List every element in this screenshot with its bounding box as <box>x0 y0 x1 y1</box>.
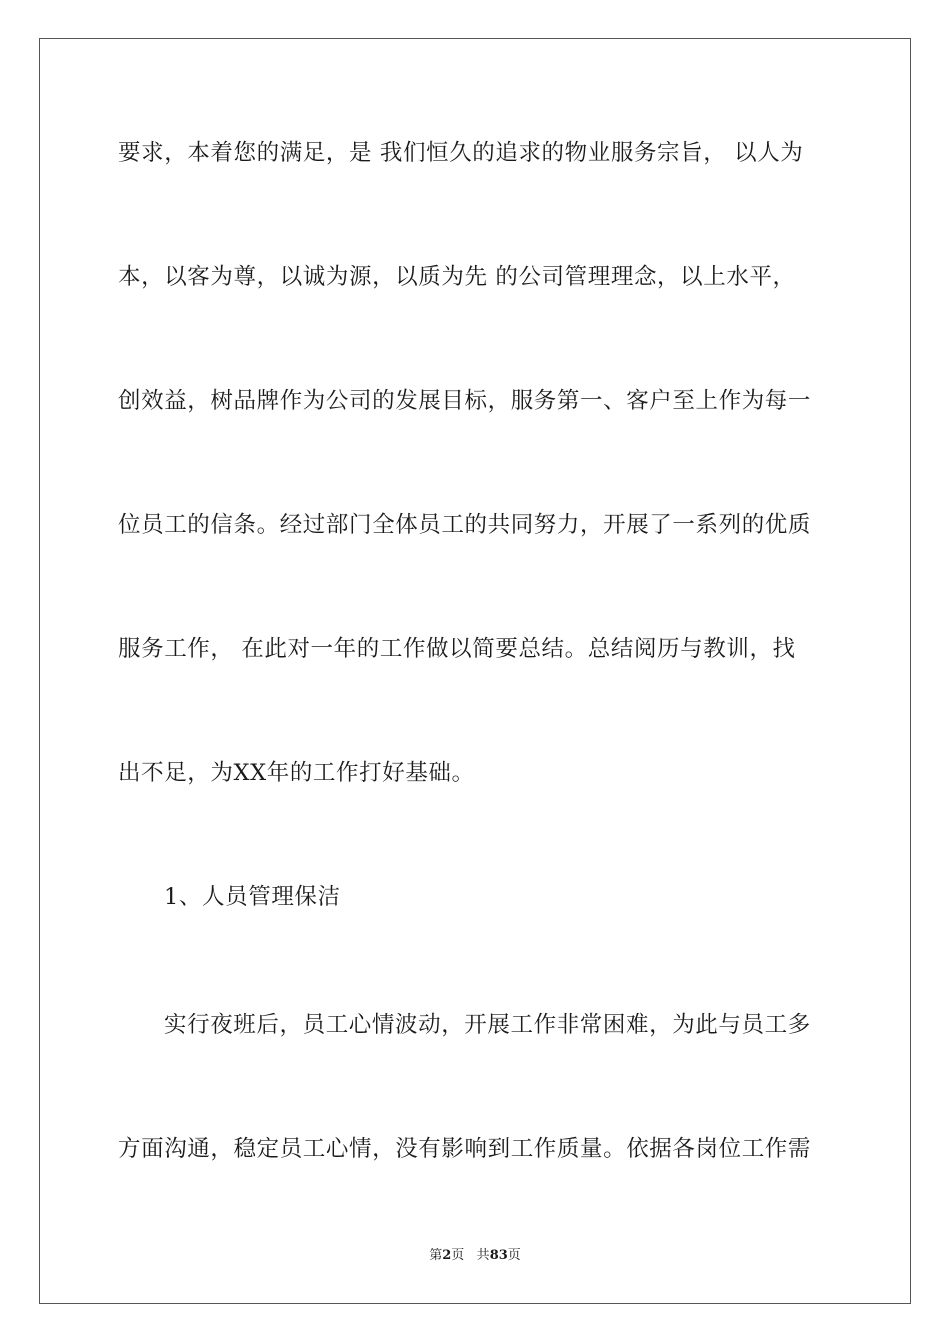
total-prefix: 共 <box>476 1248 490 1263</box>
body-text-line: 本，以客为尊，以诚为源，以质为先 的公司管理理念，以上水平， <box>118 264 796 290</box>
page-footer <box>0 1246 950 1266</box>
body-text-line: 出不足，为XX年的工作打好基础。 <box>118 760 475 786</box>
section-heading: 1、人员管理保洁 <box>164 884 341 910</box>
total-suffix: 页 <box>507 1248 521 1263</box>
body-text-line: 要求，本着您的满足，是 我们恒久的追求的物业服务宗旨， 以人为 <box>118 140 804 166</box>
page-prefix: 第 <box>429 1248 443 1263</box>
total-pages: 83 <box>489 1248 508 1263</box>
body-text-line: 实行夜班后，员工心情波动，开展工作非常困难，为此与员工多 <box>164 1012 811 1038</box>
page-border <box>39 38 911 1304</box>
page-suffix: 页 <box>451 1248 465 1263</box>
body-text-line: 方面沟通，稳定员工心情，没有影响到工作质量。依据各岗位工作需 <box>118 1136 812 1162</box>
body-text-line: 位员工的信条。经过部门全体员工的共同努力，开展了一系列的优质 <box>118 512 812 538</box>
page-number: 2 <box>442 1248 452 1263</box>
body-text-line: 服务工作， 在此对一年的工作做以简要总结。总结阅历与教训，找 <box>118 636 796 662</box>
body-text-line: 创效益，树品牌作为公司的发展目标，服务第一、客户至上作为每一 <box>118 388 812 414</box>
